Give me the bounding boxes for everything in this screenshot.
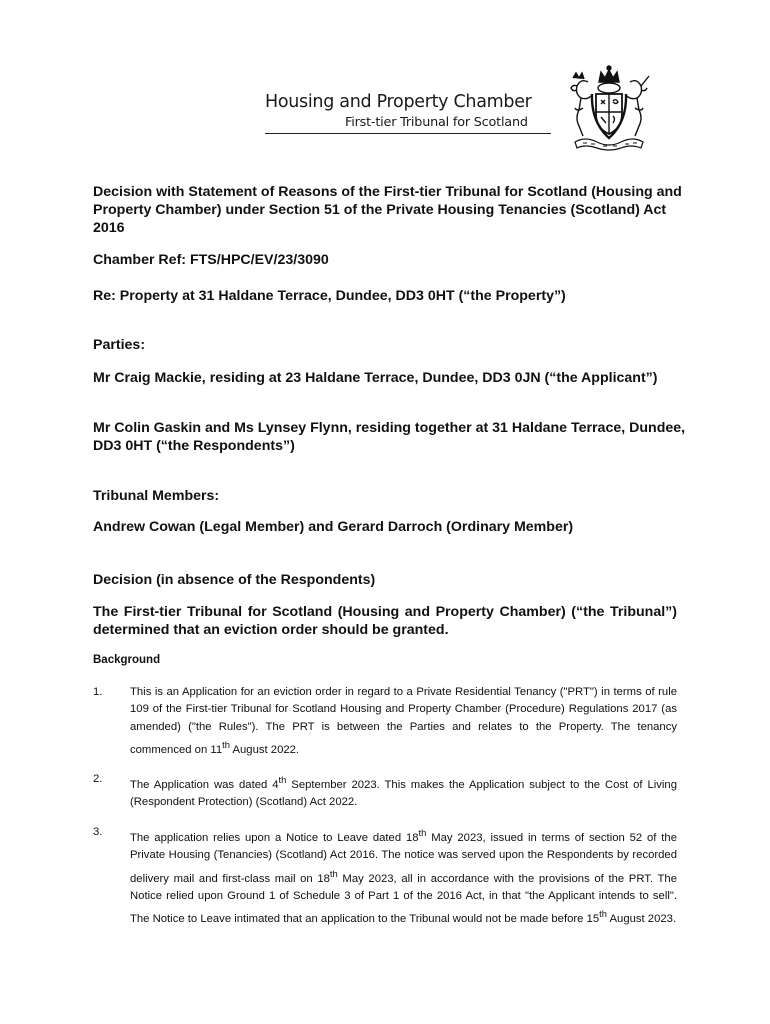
decision-heading [93, 183, 693, 237]
chamber-ref [93, 251, 693, 269]
tribunal-members [93, 518, 693, 536]
paragraph-number: 1. [93, 686, 103, 698]
parties-label-text: Parties: [93, 337, 146, 353]
royal-coat-of-arms-icon [561, 64, 657, 152]
parties-label [93, 336, 693, 354]
decision-statement-text: The First-tier Tribunal for Scotland (Housing and Property Chamber) (“the Tribunal”) determined that an eviction order should be granted. [93, 604, 677, 638]
paragraph-text: The Application was dated 4th September 2023. This makes the Application subject to the Cost of Living (Respondent Protection) (Scotland) Act 2022. [130, 774, 677, 809]
background-paragraph-1 [93, 684, 677, 759]
tribunal-members-text: Andrew Cowan (Legal Member) and Gerard Darroch (Ordinary Member) [93, 519, 574, 535]
decision-title: Decision with Statement of Reasons of the First-tier Tribunal for Scotland (Housing and Property Chamber) under Section 51 of the Private Housing Tenancies (Scotland) Act 2016 [93, 184, 682, 236]
decision-label [93, 571, 693, 589]
letterhead [0, 0, 770, 160]
re-property-text: Re: Property at 31 Haldane Terrace, Dundee, DD3 0HT (“the Property”) [93, 288, 566, 304]
background-paragraph-2 [93, 771, 677, 812]
re-property [93, 287, 693, 305]
paragraph-text: The application relies upon a Notice to Leave dated 18th May 2023, issued in terms of section 52 of the Private Housing (Tenancies) (Scotland) Act 2016. The notice was served upon the Respondents by recorded delivery mail and first-class mail on 18th May 2023, all in accordance with the provisions of the PRT. The Notice relied upon Ground 1 of Schedule 3 of Part 1 of the 2016 Act, in that "the Applicant intends to sell". The Notice to Leave intimated that an application to the Tribunal would not be made before 15th August 2023. [130, 827, 677, 925]
decision-statement [93, 603, 677, 639]
applicant-text: Mr Craig Mackie, residing at 23 Haldane Terrace, Dundee, DD3 0JN (“the Applicant”) [93, 370, 658, 386]
background-paragraph-3 [93, 824, 677, 928]
respondents-text: Mr Colin Gaskin and Ms Lynsey Flynn, residing together at 31 Haldane Terrace, Dundee, DD3 0HT (“the Respondents”) [93, 420, 686, 454]
paragraph-number: 3. [93, 826, 103, 838]
chamber-title: Housing and Property Chamber [265, 92, 532, 112]
paragraph-text: This is an Application for an eviction order in regard to a Private Residential Tenancy ("PRT") in terms of rule 109 of the First-tier Tribunal for Scotland Housing and Property Chamber (Procedure) Regulations 2017 (as amended) ("the Rules"). The PRT is between the Parties and relates to the Property. The tenancy commenced on 11th August 2022. [130, 686, 677, 756]
decision-label-text: Decision (in absence of the Respondents) [93, 572, 376, 588]
applicant [93, 369, 693, 387]
background-heading: Background [93, 654, 161, 666]
tribunal-members-label [93, 487, 693, 505]
paragraph-number: 2. [93, 773, 103, 785]
respondents [93, 419, 693, 455]
chamber-ref-text: Chamber Ref: FTS/HPC/EV/23/3090 [93, 252, 329, 268]
tribunal-subtitle: First-tier Tribunal for Scotland [345, 115, 528, 130]
tribunal-members-label-text: Tribunal Members: [93, 488, 220, 504]
letterhead-rule [265, 133, 551, 134]
